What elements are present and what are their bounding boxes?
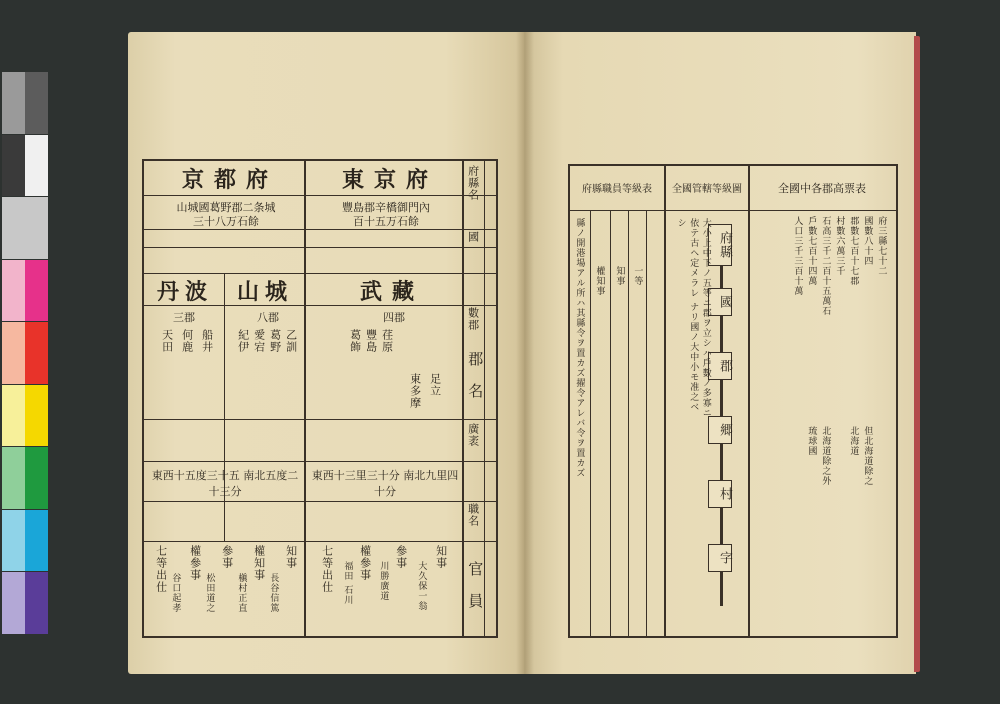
table-title-officials: 府縣職員等級表 — [582, 184, 652, 195]
province-musashi: 武藏 — [359, 279, 424, 305]
color-swatch — [2, 572, 25, 634]
tokyo-official-title-1: 知事 — [434, 545, 448, 569]
color-swatch — [2, 385, 25, 447]
level-gun: 郡 — [708, 352, 732, 380]
prefecture-name-kyoto: 京都府 — [181, 167, 278, 193]
tanba-gun-2: 何鹿 — [180, 329, 194, 353]
tokyo-gun-1: 荏原 — [380, 329, 394, 353]
color-swatch — [2, 72, 25, 134]
tokyo-official-name-3: 福田 石川 — [342, 561, 353, 605]
province-yamashiro: 山城 — [236, 279, 293, 305]
color-swatch — [25, 135, 48, 197]
musashi-district-count: 四郡 — [383, 311, 405, 324]
color-swatch — [2, 510, 25, 572]
district-line-7: 人口三千三百十萬 — [792, 216, 803, 296]
level-go: 郷 — [708, 416, 732, 444]
color-swatch — [2, 260, 25, 322]
color-swatch — [2, 322, 25, 384]
tanba-district-count: 三郡 — [173, 311, 195, 324]
district-line-5: 石高三千二百十五萬石 — [820, 216, 831, 316]
color-swatch — [2, 197, 25, 259]
kyoto-official-title-2: 權知事 — [252, 545, 266, 581]
kyoto-kokudaka: 三十八万石餘 — [193, 215, 259, 228]
prefecture-table — [142, 159, 498, 638]
level-mura: 村 — [708, 480, 732, 508]
prefecture-name-tokyo: 東京府 — [341, 167, 438, 193]
tanba-gun-3: 天田 — [160, 329, 174, 353]
side-header-4: 郡 名 — [466, 351, 485, 399]
tokyo-gun-5: 東多摩 — [408, 373, 422, 409]
color-calibration-strip — [2, 72, 48, 635]
district-line-4: 村數六萬三千 — [834, 216, 845, 276]
tokyo-gun-3: 葛飾 — [348, 329, 362, 353]
district-line-8: 但北海道除之 — [862, 426, 873, 486]
kyoto-extent: 東西十五度三十五 南北五度二十三分 — [151, 469, 299, 498]
page-edge — [914, 36, 920, 672]
kyoto-official-name-3: 松田道之 — [204, 573, 215, 613]
side-header-3: 數郡 — [466, 307, 480, 331]
tokyo-official-name-2: 川勝廣道 — [378, 561, 389, 601]
color-swatch — [2, 135, 25, 197]
district-line-3: 郡數七百十七郡 — [848, 216, 859, 286]
table-title-districts: 全國中各郡高票表 — [778, 182, 866, 195]
right-page — [524, 32, 916, 674]
color-swatch — [2, 447, 25, 509]
district-line-10: 琉球國 — [806, 426, 817, 456]
district-line-11: 北海道 — [848, 426, 859, 456]
kyoto-official-title-4: 權參事 — [188, 545, 202, 581]
district-line-2: 國數八十四 — [862, 216, 873, 266]
official-posts-2: 權知事 — [594, 266, 605, 296]
tanba-gun-1: 船井 — [200, 329, 214, 353]
kyoto-official-name-1: 長谷信篤 — [268, 573, 279, 613]
summary-tables — [568, 164, 898, 638]
hierarchy-note: 大小上中下ノ五等ニ郡ヲ立シハ戶數ノ多寡ニ依テ古ヘ定メラレ ナリ國ノ大中小モ准之ベシ — [675, 218, 711, 418]
district-line-9: 北海道除之外 — [820, 426, 831, 486]
color-swatch — [25, 572, 48, 634]
yamashiro-gun-1: 乙訓 — [284, 329, 298, 353]
kyoto-official-name-4: 谷口起孝 — [170, 573, 181, 613]
color-swatch — [25, 385, 48, 447]
kyoto-official-name-2: 槇村正直 — [236, 573, 247, 613]
left-page — [128, 32, 524, 674]
province-tanba: 丹波 — [156, 279, 213, 305]
tokyo-gun-4: 足立 — [428, 373, 442, 397]
color-swatch — [25, 447, 48, 509]
level-kuni: 國 — [708, 288, 732, 316]
officials-note: 縣ノ開港場アル所ハ其縣令ヲ置カズ擢令アレバ令ヲ置カズ — [574, 218, 585, 478]
side-header-6: 職名 — [466, 503, 480, 527]
district-line-1: 府三縣七十二 — [876, 216, 887, 276]
open-book — [128, 32, 920, 674]
side-header-5: 廣袤 — [466, 423, 480, 447]
tokyo-official-title-4: 七等出仕 — [320, 545, 334, 593]
tokyo-extent: 東西十三里三十分 南北九里四十分 — [311, 469, 459, 498]
district-line-6: 戶數七百十四萬 — [806, 216, 817, 286]
yamashiro-gun-2: 葛野 — [268, 329, 282, 353]
kyoto-office-note: 山城國葛野郡二条城 — [176, 201, 276, 214]
color-swatch — [25, 197, 48, 259]
tokyo-gun-2: 豐島 — [364, 329, 378, 353]
tokyo-office-note: 豐島郡辛橋御門內 — [342, 201, 430, 214]
level-aza: 字 — [708, 544, 732, 572]
side-header-7: 官 員 — [466, 561, 485, 609]
color-swatch — [25, 510, 48, 572]
yamashiro-gun-3: 愛宕 — [252, 329, 266, 353]
tokyo-official-title-2: 參事 — [394, 545, 408, 569]
yamashiro-district-count: 八郡 — [257, 311, 279, 324]
official-ranks: 一等 — [632, 266, 643, 286]
tokyo-official-name-1: 大久保一翁 — [416, 561, 427, 611]
tokyo-official-title-3: 權參事 — [358, 545, 372, 581]
table-title-hierarchy: 全國管轄等級圖 — [672, 184, 742, 195]
color-swatch — [25, 260, 48, 322]
kyoto-official-title-5: 七等出仕 — [154, 545, 168, 593]
tokyo-kokudaka: 百十五万石餘 — [353, 215, 419, 228]
spine-shadow — [516, 32, 534, 674]
color-swatch — [25, 72, 48, 134]
official-posts: 知事 — [614, 266, 625, 286]
yamashiro-gun-4: 紀伊 — [236, 329, 250, 353]
color-swatch — [25, 322, 48, 384]
kyoto-official-title-1: 知事 — [284, 545, 298, 569]
kyoto-official-title-3: 參事 — [220, 545, 234, 569]
side-header-1: 府縣名 — [466, 165, 480, 201]
side-header-2: 國 — [466, 231, 480, 243]
level-fuken: 府縣 — [708, 224, 732, 266]
